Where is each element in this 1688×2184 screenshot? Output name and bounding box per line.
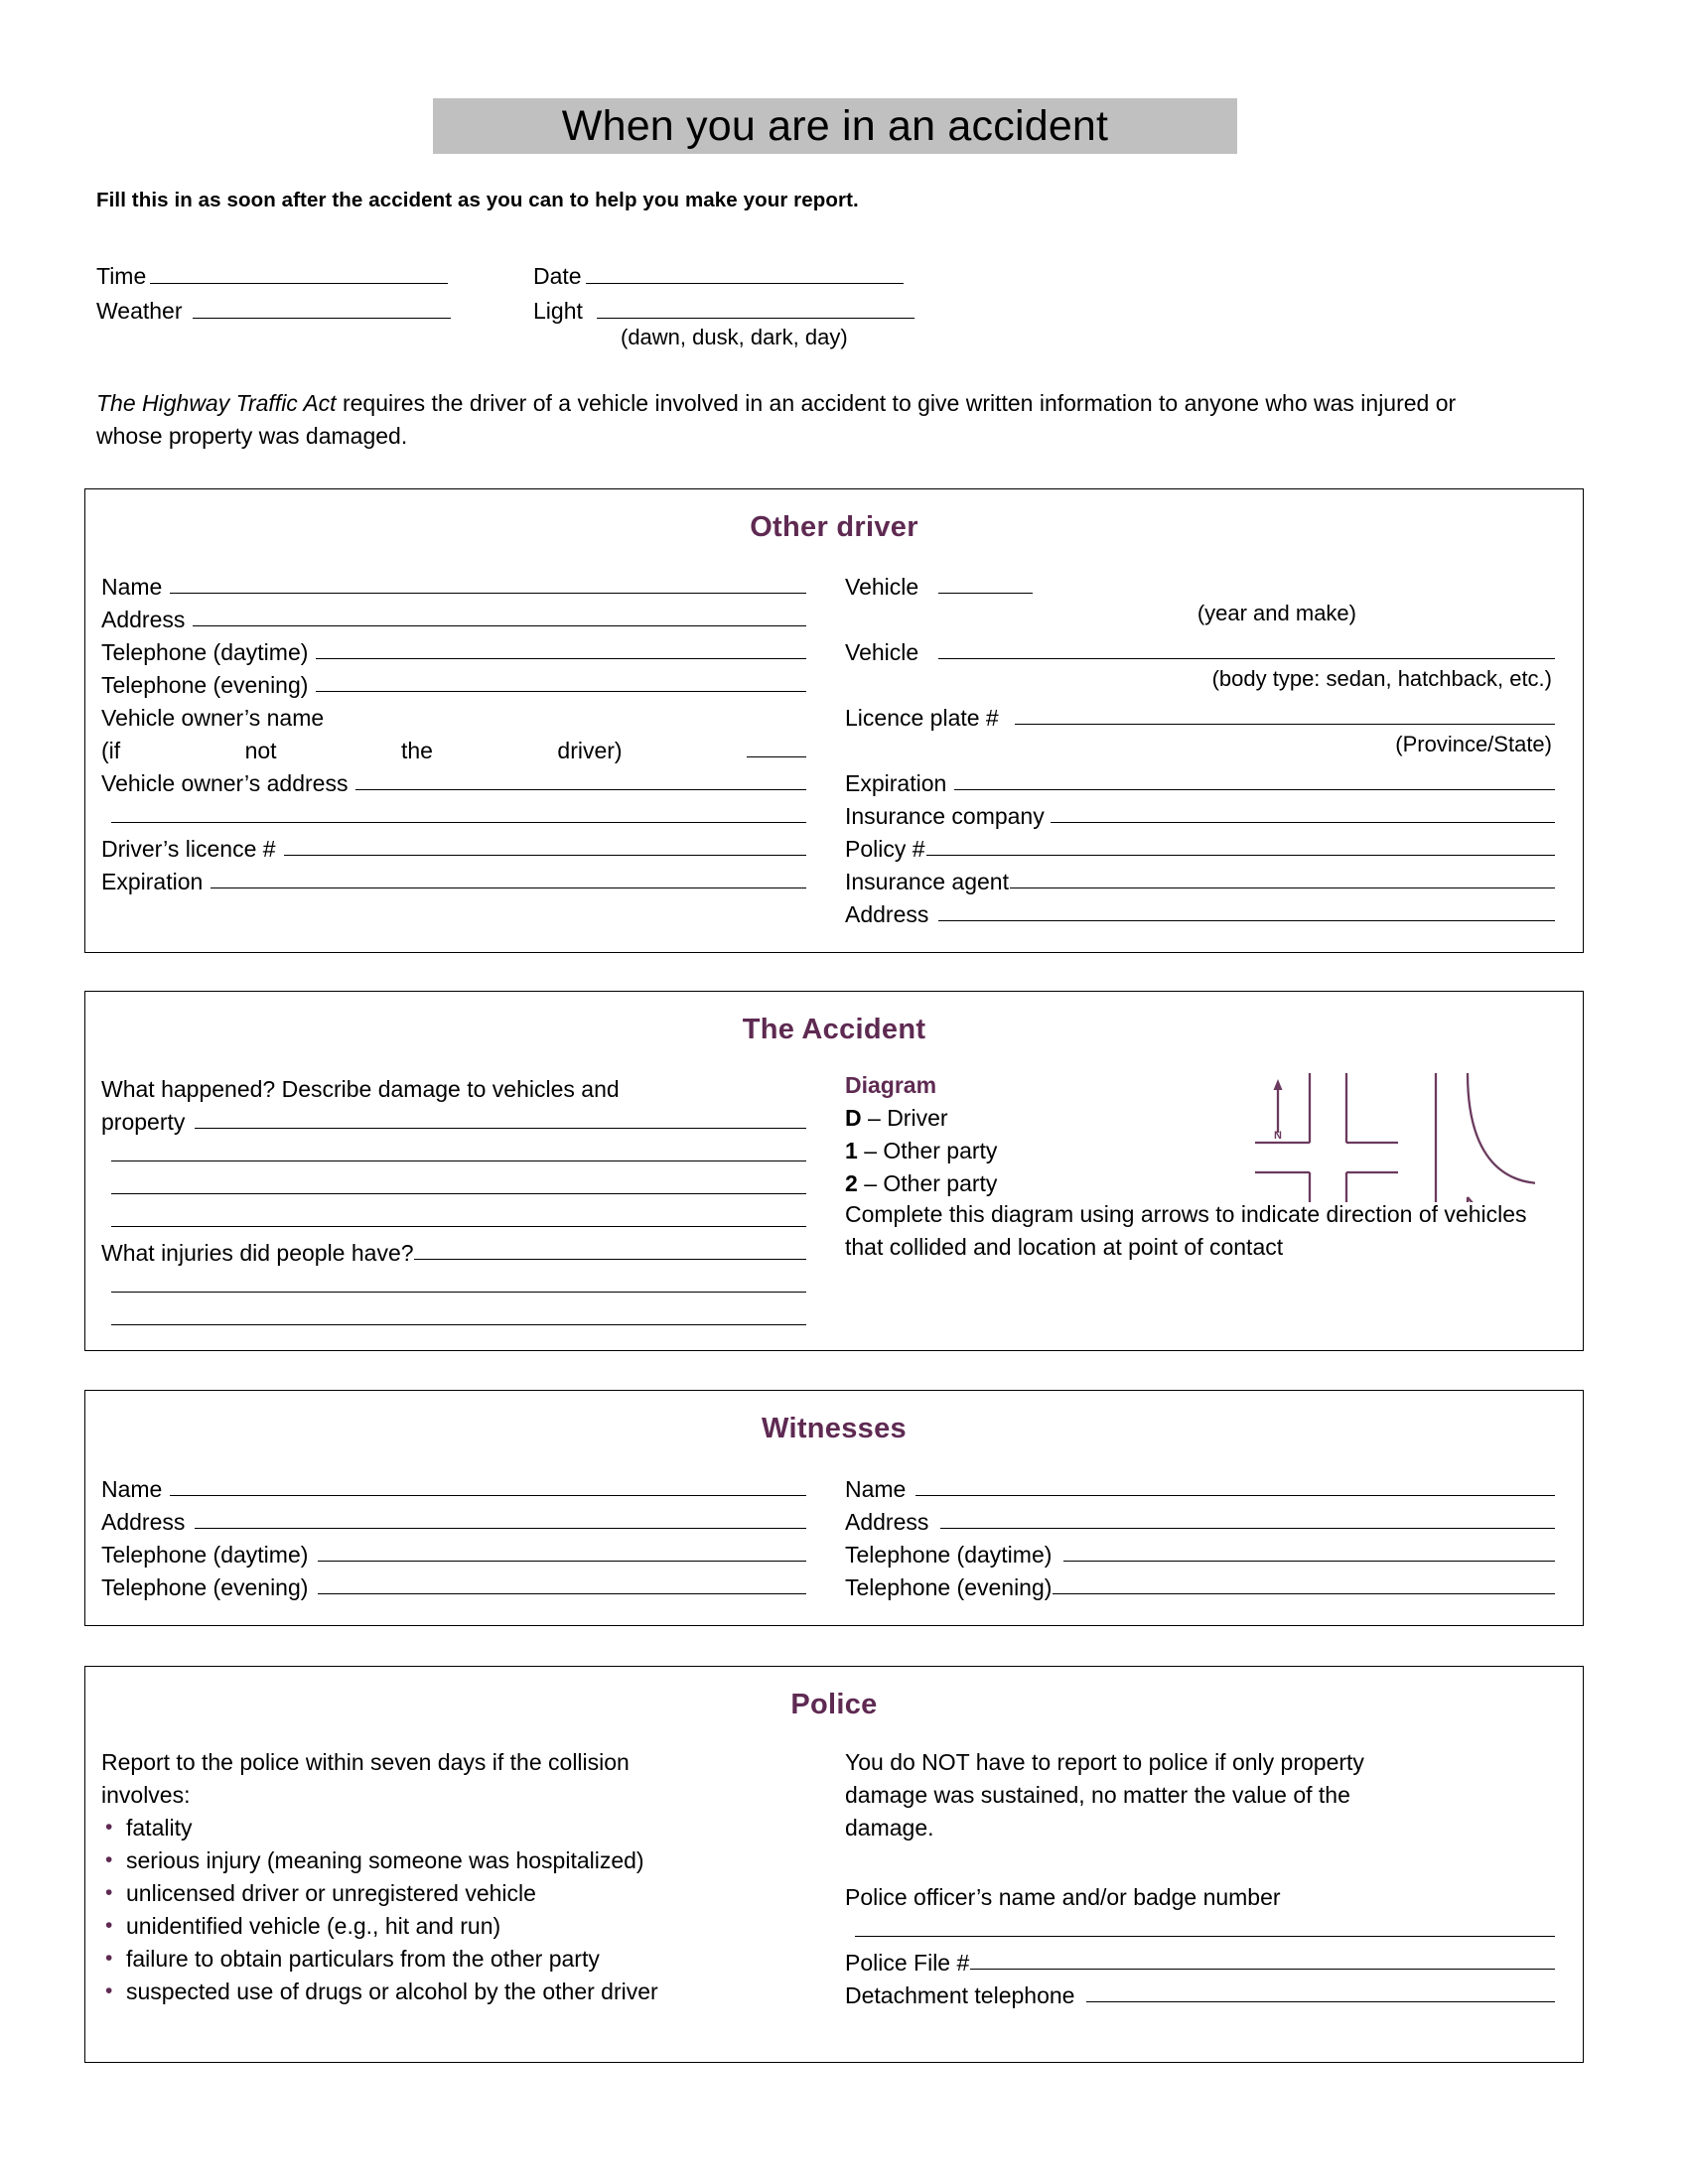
police-officer-label: Police officer’s name and/or badge number xyxy=(845,1884,1281,1910)
w2-address-label: Address xyxy=(845,1509,929,1535)
od-plate-expiration-row[interactable] xyxy=(845,764,1555,797)
list-item: • failure to obtain particulars from the other party xyxy=(101,1943,796,1976)
accident-q1-input-rule-4[interactable] xyxy=(111,1225,806,1227)
accident-q1-input-rule-3[interactable] xyxy=(111,1192,806,1194)
od-name-input-rule[interactable] xyxy=(170,592,806,594)
accident-q2-row[interactable] xyxy=(101,1234,806,1267)
police-file-row[interactable] xyxy=(845,1944,1555,1977)
od-insurance-company-row[interactable] xyxy=(845,797,1555,830)
police-heading: Police xyxy=(790,1689,878,1720)
od-phone-day-row[interactable] xyxy=(101,633,806,666)
diagram-legend-text-2: – Other party xyxy=(864,1170,998,1196)
w2-address-row[interactable] xyxy=(845,1503,1555,1536)
hta-act-name: The Highway Traffic Act xyxy=(96,390,337,416)
accident-q1-line2-row[interactable] xyxy=(101,1103,806,1136)
police-file-label: Police File # xyxy=(845,1950,970,1976)
police-section xyxy=(84,1666,1584,2063)
w1-address-input-rule[interactable] xyxy=(195,1527,806,1529)
accident-q2-label: What injuries did people have? xyxy=(101,1240,414,1266)
od-vehicle-year-note: (year and make) xyxy=(1196,601,1356,625)
od-address-row[interactable] xyxy=(101,601,806,633)
witnesses-heading: Witnesses xyxy=(762,1413,907,1444)
police-note-line2: damage was sustained, no matter the value of the xyxy=(845,1782,1350,1808)
w2-name-input-rule[interactable] xyxy=(915,1494,1555,1496)
od-licence-expiration-input-rule[interactable] xyxy=(211,887,806,888)
north-label: N xyxy=(1274,1130,1282,1142)
od-owner-address-label: Vehicle owner’s address xyxy=(101,770,349,796)
od-plate-label: Licence plate # xyxy=(845,705,999,731)
accident-q1-line1-row xyxy=(101,1070,806,1103)
accident-q1-line3-row[interactable] xyxy=(101,1136,806,1168)
list-item: • unidentified vehicle (e.g., hit and run) xyxy=(101,1910,796,1943)
police-detachment-row[interactable] xyxy=(845,1977,1555,2009)
w2-phone-eve-input-rule[interactable] xyxy=(1053,1592,1555,1594)
od-insurance-company-input-rule[interactable] xyxy=(1051,821,1555,823)
od-plate-expiration-input-rule[interactable] xyxy=(954,788,1555,790)
light-input-rule[interactable] xyxy=(597,317,914,319)
diagram-legend-key-d: D xyxy=(845,1105,862,1131)
police-officer-label-row xyxy=(845,1878,1555,1911)
od-if-word: (if xyxy=(101,738,121,763)
od-vehicle-body-input-rule[interactable] xyxy=(938,657,1555,659)
w2-address-input-rule[interactable] xyxy=(940,1527,1555,1529)
od-licence-expiration-label: Expiration xyxy=(101,869,204,894)
accident-q1-line1: What happened? Describe damage to vehicles and xyxy=(101,1076,620,1102)
accident-q2-line2-row[interactable] xyxy=(101,1267,806,1299)
highway-traffic-act-paragraph xyxy=(96,387,1506,453)
od-plate-expiration-label: Expiration xyxy=(845,770,947,796)
police-note-line1: You do NOT have to report to police if only property xyxy=(845,1749,1364,1775)
od-licence-expiration-row[interactable] xyxy=(101,863,806,895)
accident-left-column xyxy=(101,1070,806,1332)
od-insurance-agent-label: Insurance agent xyxy=(845,869,1009,894)
list-item: • suspected use of drugs or alcohol by the other driver xyxy=(101,1976,796,2008)
light-label: Light xyxy=(533,298,583,324)
accident-heading: The Accident xyxy=(742,1014,926,1045)
light-hint-note: (dawn, dusk, dark, day) xyxy=(621,325,848,349)
w2-phone-eve-row[interactable] xyxy=(845,1569,1555,1601)
w1-address-row[interactable] xyxy=(101,1503,806,1536)
date-input-rule[interactable] xyxy=(586,282,904,284)
diagram-legend xyxy=(845,1069,997,1200)
od-policy-row[interactable] xyxy=(845,830,1555,863)
od-insurance-agent-row[interactable] xyxy=(845,863,1555,895)
w1-name-label: Name xyxy=(101,1476,163,1502)
police-fields-column xyxy=(845,1878,1555,2009)
accident-q2-input-rule-1[interactable] xyxy=(414,1258,806,1260)
w1-name-input-rule[interactable] xyxy=(170,1494,806,1496)
od-phone-eve-label: Telephone (evening) xyxy=(101,672,309,698)
time-label: Time xyxy=(96,263,147,289)
od-address-label: Address xyxy=(101,607,186,632)
police-report-intro xyxy=(101,1746,796,1812)
police-detachment-label: Detachment telephone xyxy=(845,1982,1075,2008)
diagram-legend-key-2: 2 xyxy=(845,1170,858,1196)
police-detachment-input-rule[interactable] xyxy=(1086,2000,1555,2002)
police-file-input-rule[interactable] xyxy=(970,1968,1555,1970)
police-note-line3: damage. xyxy=(845,1815,934,1841)
od-vehicle-year-row[interactable] xyxy=(845,568,1555,601)
other-driver-section xyxy=(84,488,1584,953)
other-driver-heading: Other driver xyxy=(750,511,918,543)
od-if-not-driver-row[interactable] xyxy=(101,732,806,764)
other-driver-left-column xyxy=(101,568,806,895)
accident-q1-input-rule-1[interactable] xyxy=(195,1127,806,1129)
od-address-input-rule[interactable] xyxy=(193,624,806,626)
time-date-row xyxy=(96,255,1089,290)
accident-q1-line4-row[interactable] xyxy=(101,1168,806,1201)
date-field[interactable] xyxy=(533,263,904,290)
weather-light-row xyxy=(96,290,1089,325)
w2-phone-day-label: Telephone (daytime) xyxy=(845,1542,1053,1568)
accident-section xyxy=(84,991,1584,1351)
od-plate-input-rule[interactable] xyxy=(1015,723,1555,725)
time-field[interactable] xyxy=(96,263,533,290)
accident-q2-input-rule-3[interactable] xyxy=(111,1323,806,1325)
police-report-conditions-list xyxy=(101,1812,796,2008)
weather-label: Weather xyxy=(96,298,183,324)
w1-address-label: Address xyxy=(101,1509,186,1535)
od-owner-address-input-rule[interactable] xyxy=(355,788,806,790)
od-vehicle-body-note: (body type: sedan, hatchback, etc.) xyxy=(1211,666,1552,691)
accident-q1-line2-label: property xyxy=(101,1109,186,1135)
w2-phone-day-row[interactable] xyxy=(845,1536,1555,1569)
w2-name-label: Name xyxy=(845,1476,907,1502)
diagram-legend-item-other-1 xyxy=(845,1135,997,1167)
w1-phone-eve-row[interactable] xyxy=(101,1569,806,1601)
od-licence-label: Driver’s licence # xyxy=(101,836,276,862)
w1-phone-eve-input-rule[interactable] xyxy=(318,1592,806,1594)
od-vehicle-year-label: Vehicle xyxy=(845,574,919,600)
od-owner-name-label: Vehicle owner’s name xyxy=(101,705,325,731)
od-plate-row[interactable] xyxy=(845,699,1555,732)
w1-phone-day-label: Telephone (daytime) xyxy=(101,1542,309,1568)
weather-field[interactable] xyxy=(96,298,533,325)
od-agent-address-input-rule[interactable] xyxy=(938,919,1555,921)
witnesses-section xyxy=(84,1390,1584,1626)
list-item: • unlicensed driver or unregistered vehicle xyxy=(101,1877,796,1910)
od-licence-row[interactable] xyxy=(101,830,806,863)
od-agent-address-row[interactable] xyxy=(845,895,1555,928)
witness-1-column xyxy=(101,1470,806,1601)
w1-phone-day-row[interactable] xyxy=(101,1536,806,1569)
intersection-diagram-svg[interactable] xyxy=(1247,1053,1535,1202)
weather-input-rule[interactable] xyxy=(193,317,451,319)
list-item: • serious injury (meaning someone was hospitalized) xyxy=(101,1844,796,1877)
accident-q1-input-rule-2[interactable] xyxy=(111,1160,806,1161)
diagram-legend-item-other-2 xyxy=(845,1167,997,1200)
diagram-legend-text-1: – Other party xyxy=(864,1138,998,1163)
od-policy-input-rule[interactable] xyxy=(926,854,1555,856)
intro-instruction: Fill this in as soon after the accident as you can to help you make your report. xyxy=(96,189,859,211)
od-vehicle-body-label: Vehicle xyxy=(845,639,919,665)
police-officer-input-row[interactable] xyxy=(845,1911,1555,1944)
diagram-legend-text-d: – Driver xyxy=(868,1105,948,1131)
od-name-label: Name xyxy=(101,574,163,600)
intersection-diagram[interactable] xyxy=(1247,1053,1535,1207)
od-not-word: not xyxy=(244,738,277,763)
other-driver-right-column xyxy=(845,568,1555,928)
od-insurance-agent-input-rule[interactable] xyxy=(1010,887,1555,888)
od-plate-note: (Province/State) xyxy=(1395,732,1552,756)
w1-phone-eve-label: Telephone (evening) xyxy=(101,1574,309,1600)
w2-phone-eve-label: Telephone (evening) xyxy=(845,1574,1053,1600)
od-the-word: the xyxy=(401,738,433,763)
witness-2-column xyxy=(845,1470,1555,1601)
od-name-row[interactable] xyxy=(101,568,806,601)
date-label: Date xyxy=(533,263,582,289)
accident-q1-line5-row[interactable] xyxy=(101,1201,806,1234)
list-item: • fatality xyxy=(101,1812,796,1844)
od-owner-name-row xyxy=(101,699,806,732)
od-vehicle-year-input-rule[interactable] xyxy=(938,592,1033,594)
diagram-legend-key-1: 1 xyxy=(845,1138,858,1163)
od-owner-address-row2[interactable] xyxy=(101,797,806,830)
page-title: When you are in an accident xyxy=(561,102,1109,150)
diagram-legend-item-driver xyxy=(845,1102,997,1135)
hta-body: requires the driver of a vehicle involved in an accident to give written information to anyone who was injured or whose property was damaged. xyxy=(96,390,1457,449)
od-phone-day-input-rule[interactable] xyxy=(316,657,806,659)
od-owner-address-input-rule-2[interactable] xyxy=(111,821,806,823)
od-owner-name-input-rule[interactable] xyxy=(747,755,806,757)
police-intro-line2: involves: xyxy=(101,1782,191,1808)
od-phone-eve-input-rule[interactable] xyxy=(316,690,806,692)
od-vehicle-body-row[interactable] xyxy=(845,633,1555,666)
od-phone-day-label: Telephone (daytime) xyxy=(101,639,309,665)
od-phone-eve-row[interactable] xyxy=(101,666,806,699)
w1-phone-day-input-rule[interactable] xyxy=(318,1560,806,1562)
police-intro-line1: Report to the police within seven days if the collision xyxy=(101,1749,630,1775)
light-field[interactable] xyxy=(533,298,914,325)
od-owner-address-row[interactable] xyxy=(101,764,806,797)
od-agent-address-label: Address xyxy=(845,901,929,927)
w1-name-row[interactable] xyxy=(101,1470,806,1503)
diagram-instruction: Complete this diagram using arrows to indicate direction of vehicles that collided and location at point of contact xyxy=(845,1201,1527,1260)
police-not-required-note xyxy=(845,1746,1540,1844)
w2-phone-day-input-rule[interactable] xyxy=(1063,1560,1555,1562)
accident-q2-line3-row[interactable] xyxy=(101,1299,806,1332)
od-insurance-company-label: Insurance company xyxy=(845,803,1045,829)
incident-basics-fields xyxy=(96,255,1089,325)
diagram-legend-heading: Diagram xyxy=(845,1072,937,1098)
w2-name-row[interactable] xyxy=(845,1470,1555,1503)
od-driver-word: driver) xyxy=(557,738,623,763)
od-policy-label: Policy # xyxy=(845,836,925,862)
time-input-rule[interactable] xyxy=(150,282,448,284)
police-officer-input-rule[interactable] xyxy=(855,1935,1555,1937)
od-licence-input-rule[interactable] xyxy=(284,854,806,856)
accident-q2-input-rule-2[interactable] xyxy=(111,1291,806,1293)
